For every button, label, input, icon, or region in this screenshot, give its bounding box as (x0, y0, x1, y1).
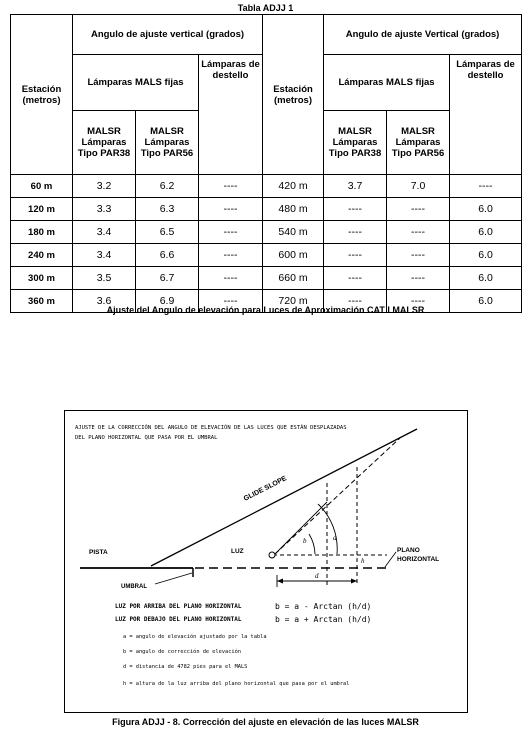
station-cell: 240 m (11, 244, 73, 267)
value-cell: 6.2 (136, 175, 199, 198)
value-cell: ---- (387, 198, 450, 221)
threshold-pointer (155, 573, 192, 584)
fixed-lamps-header-right: Lámparas MALS fijas (324, 55, 450, 111)
angle-ray (275, 502, 327, 554)
station-cell: 480 m (263, 198, 324, 221)
value-cell: 3.5 (73, 267, 136, 290)
height-label: h (361, 557, 365, 565)
table-row (11, 198, 522, 221)
flash-lamps-header-right: Lámparas de destello (450, 55, 522, 175)
par38-header-left: MALSR Lámparas Tipo PAR38 (73, 111, 136, 175)
value-cell: ---- (199, 244, 263, 267)
value-cell: 6.3 (136, 198, 199, 221)
par56-header-right: MALSR Lámparas Tipo PAR56 (387, 111, 450, 175)
value-cell: 6.9 (136, 290, 199, 313)
table-row (11, 221, 522, 244)
value-cell: 3.6 (73, 290, 136, 313)
table-row (11, 267, 522, 290)
light-beam-line (275, 438, 400, 554)
angle-b-arc (309, 534, 315, 554)
value-cell: 6.0 (450, 221, 522, 244)
light-icon (269, 552, 275, 558)
station-cell: 600 m (263, 244, 324, 267)
diagram-heading-1: AJUSTE DE LA CORRECCIÓN DEL ANGULO DE ELEVACIÓN DE LAS LUCES QUE ESTÁN DESPLAZADAS (75, 425, 347, 431)
legend-a: a = angulo de elevación ajustado por la tabla (123, 634, 267, 640)
value-cell: ---- (199, 267, 263, 290)
angle-b-label: b (303, 537, 307, 545)
table-row (11, 175, 522, 198)
value-cell: ---- (387, 221, 450, 244)
runway-label: PISTA (89, 549, 108, 556)
value-cell: 6.6 (136, 244, 199, 267)
angle-a-arc (318, 504, 337, 554)
value-cell: ---- (324, 267, 387, 290)
value-cell: 6.0 (450, 290, 522, 313)
value-cell: 6.0 (450, 198, 522, 221)
equation-1-label: LUZ POR ARRIBA DEL PLANO HORIZONTAL (115, 603, 242, 610)
equation-1: b = a - Arctan (h/d) (275, 602, 372, 611)
station-header-right: Estación (metros) (263, 15, 324, 175)
glide-slope-label: GLIDE SLOPE (242, 475, 288, 503)
light-label: LUZ (231, 548, 244, 555)
station-cell: 720 m (263, 290, 324, 313)
value-cell: ---- (199, 198, 263, 221)
diagram-heading-2: DEL PLANO HORIZONTAL QUE PASA POR EL UMBRAL (75, 435, 218, 441)
equation-2-label: LUZ POR DEBAJO DEL PLANO HORIZONTAL (115, 616, 242, 623)
distance-label: d (315, 572, 319, 580)
table-caption: Ajuste del Angulo de elevación para Luces de Aproximación CAT I MALSR (106, 305, 425, 315)
plane-label-1: PLANO (397, 547, 420, 554)
station-cell: 120 m (11, 198, 73, 221)
value-cell: ---- (387, 290, 450, 313)
value-cell: 3.2 (73, 175, 136, 198)
value-cell: 3.4 (73, 221, 136, 244)
value-cell: 3.3 (73, 198, 136, 221)
station-cell: 60 m (11, 175, 73, 198)
correction-diagram (64, 410, 468, 713)
station-cell: 660 m (263, 267, 324, 290)
station-cell: 360 m (11, 290, 73, 313)
station-cell: 540 m (263, 221, 324, 244)
plane-label-2: HORIZONTAL (397, 556, 440, 563)
value-cell: 6.5 (136, 221, 199, 244)
value-cell: ---- (387, 244, 450, 267)
angle-a-label: a (333, 534, 337, 542)
fixed-lamps-header-left: Lámparas MALS fijas (73, 55, 199, 111)
diagram-drawing (65, 411, 469, 714)
value-cell: ---- (324, 290, 387, 313)
legend-d: d = distancia de 4782 pies para el MALS (123, 664, 248, 670)
station-header-left: Estación (metros) (11, 15, 73, 175)
value-cell: ---- (199, 290, 263, 313)
station-cell: 300 m (11, 267, 73, 290)
legend-h: h = altura de la luz arriba del plano horizontal que pasa por el umbral (123, 681, 350, 687)
elevation-table (10, 14, 522, 313)
table-title: Tabla ADJJ 1 (237, 3, 294, 13)
value-cell: 3.7 (324, 175, 387, 198)
value-cell: ---- (324, 221, 387, 244)
value-cell: 6.7 (136, 267, 199, 290)
par56-header-left: MALSR Lámparas Tipo PAR56 (136, 111, 199, 175)
value-cell: 6.0 (450, 267, 522, 290)
value-cell: 6.0 (450, 244, 522, 267)
arrow-head-icon (277, 579, 283, 584)
plane-pointer (385, 552, 396, 567)
legend-b: b = angulo de corrección de elevación (123, 649, 241, 655)
value-cell: 7.0 (387, 175, 450, 198)
arrow-head-icon (351, 579, 357, 584)
station-cell: 420 m (263, 175, 324, 198)
flash-lamps-header-left: Lámparas de destello (199, 55, 263, 175)
station-cell: 180 m (11, 221, 73, 244)
value-cell: ---- (324, 244, 387, 267)
value-cell: ---- (199, 175, 263, 198)
value-cell: 3.4 (73, 244, 136, 267)
par38-header-right: MALSR Lámparas Tipo PAR38 (324, 111, 387, 175)
vertical-angle-header-left: Angulo de ajuste vertical (grados) (73, 15, 263, 55)
figure-caption: Figura ADJJ - 8. Corrección del ajuste en elevación de las luces MALSR (112, 717, 419, 727)
value-cell: ---- (450, 175, 522, 198)
value-cell: ---- (324, 198, 387, 221)
table-row (11, 244, 522, 267)
equation-2: b = a + Arctan (h/d) (275, 615, 372, 624)
value-cell: ---- (387, 267, 450, 290)
value-cell: ---- (199, 221, 263, 244)
threshold-label: UMBRAL (121, 584, 147, 590)
vertical-angle-header-right: Angulo de ajuste Vertical (grados) (324, 15, 522, 55)
